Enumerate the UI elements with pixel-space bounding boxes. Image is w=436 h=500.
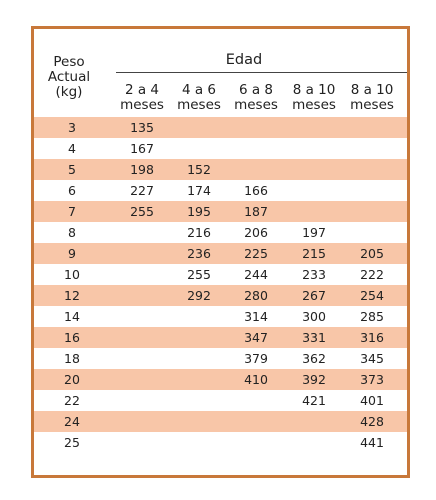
value-cell: 254 — [360, 288, 384, 303]
value-cell — [171, 138, 227, 159]
peso-header-line: Peso — [53, 54, 85, 70]
age-unit: meses — [120, 97, 164, 113]
value-cell: 347 — [244, 330, 268, 345]
weight-cell: 12 — [64, 288, 80, 303]
value-cell: 285 — [360, 309, 384, 324]
value-cell — [286, 180, 342, 201]
table-row — [34, 264, 407, 285]
value-cell: 135 — [130, 120, 154, 135]
table-row — [34, 201, 407, 222]
value-cell: 222 — [360, 267, 384, 282]
value-cell: 206 — [244, 225, 268, 240]
value-cell: 205 — [360, 246, 384, 261]
value-cell: 215 — [302, 246, 326, 261]
value-cell — [228, 432, 284, 453]
value-cell: 152 — [187, 162, 211, 177]
value-cell — [286, 432, 342, 453]
value-cell: 227 — [130, 183, 154, 198]
feeding-table — [31, 26, 410, 478]
value-cell: 421 — [302, 393, 326, 408]
table-row — [34, 411, 407, 432]
age-unit: meses — [234, 97, 278, 113]
value-cell: 216 — [187, 225, 211, 240]
table-row — [34, 306, 407, 327]
value-cell: 428 — [360, 414, 384, 429]
value-cell — [344, 222, 400, 243]
weight-cell: 9 — [68, 246, 76, 261]
value-cell — [286, 117, 342, 138]
edad-divider — [116, 72, 407, 73]
value-cell — [344, 180, 400, 201]
value-cell: 167 — [130, 141, 154, 156]
age-column-header — [228, 83, 284, 113]
age-range: 4 a 6 — [181, 82, 217, 98]
age-range: 6 a 8 — [238, 82, 274, 98]
value-cell — [171, 348, 227, 369]
value-cell: 195 — [187, 204, 211, 219]
table-row — [34, 285, 407, 306]
value-cell: 255 — [187, 267, 211, 282]
table-row — [34, 369, 407, 390]
table-row — [34, 432, 407, 453]
value-cell: 392 — [302, 372, 326, 387]
table-row — [34, 348, 407, 369]
value-cell — [114, 285, 170, 306]
value-cell — [114, 243, 170, 264]
edad-header: Edad — [225, 52, 263, 68]
table-row — [34, 222, 407, 243]
weight-cell: 22 — [64, 393, 80, 408]
weight-cell: 25 — [64, 435, 80, 450]
value-cell — [228, 117, 284, 138]
weight-cell: 6 — [68, 183, 76, 198]
weight-cell: 8 — [68, 225, 76, 240]
value-cell: 362 — [302, 351, 326, 366]
value-cell: 233 — [302, 267, 326, 282]
table-row — [34, 180, 407, 201]
value-cell: 300 — [302, 309, 326, 324]
weight-cell: 24 — [64, 414, 80, 429]
table-row — [34, 390, 407, 411]
value-cell: 316 — [360, 330, 384, 345]
value-cell — [171, 306, 227, 327]
value-cell — [114, 390, 170, 411]
value-cell: 292 — [187, 288, 211, 303]
value-cell: 410 — [244, 372, 268, 387]
value-cell — [114, 432, 170, 453]
value-cell: 345 — [360, 351, 384, 366]
value-cell — [344, 138, 400, 159]
value-cell: 244 — [244, 267, 268, 282]
value-cell: 441 — [360, 435, 384, 450]
value-cell: 197 — [302, 225, 326, 240]
weight-cell: 10 — [64, 267, 80, 282]
peso-header-line: (kg) — [55, 84, 83, 100]
table-row — [34, 327, 407, 348]
value-cell — [171, 390, 227, 411]
value-cell: 174 — [187, 183, 211, 198]
value-cell — [286, 411, 342, 432]
value-cell — [228, 390, 284, 411]
age-range: 8 a 10 — [292, 82, 336, 98]
value-cell — [114, 348, 170, 369]
peso-header — [44, 55, 94, 100]
value-cell — [344, 201, 400, 222]
value-cell — [114, 411, 170, 432]
age-column-header — [286, 83, 342, 113]
value-cell: 236 — [187, 246, 211, 261]
value-cell: 401 — [360, 393, 384, 408]
age-column-header — [114, 83, 170, 113]
value-cell — [114, 369, 170, 390]
age-unit: meses — [350, 97, 394, 113]
weight-cell: 16 — [64, 330, 80, 345]
weight-cell: 14 — [64, 309, 80, 324]
value-cell — [344, 159, 400, 180]
weight-cell: 5 — [68, 162, 76, 177]
value-cell — [114, 306, 170, 327]
weight-cell: 18 — [64, 351, 80, 366]
value-cell — [286, 159, 342, 180]
value-cell: 166 — [244, 183, 268, 198]
value-cell — [286, 138, 342, 159]
weight-cell: 3 — [68, 120, 76, 135]
value-cell — [114, 222, 170, 243]
value-cell — [228, 411, 284, 432]
value-cell — [228, 138, 284, 159]
peso-header-line: Actual — [47, 69, 91, 85]
weight-cell: 7 — [68, 204, 76, 219]
table-row — [34, 117, 407, 138]
table-row — [34, 138, 407, 159]
age-column-header — [344, 83, 400, 113]
value-cell: 187 — [244, 204, 268, 219]
value-cell — [171, 369, 227, 390]
age-column-header — [171, 83, 227, 113]
value-cell: 225 — [244, 246, 268, 261]
weight-cell: 20 — [64, 372, 80, 387]
age-unit: meses — [177, 97, 221, 113]
value-cell: 314 — [244, 309, 268, 324]
value-cell — [228, 159, 284, 180]
value-cell: 373 — [360, 372, 384, 387]
value-cell — [286, 201, 342, 222]
value-cell: 255 — [130, 204, 154, 219]
age-range: 2 a 4 — [124, 82, 160, 98]
value-cell: 267 — [302, 288, 326, 303]
value-cell — [344, 117, 400, 138]
weight-cell: 4 — [68, 141, 76, 156]
value-cell — [114, 327, 170, 348]
value-cell — [171, 411, 227, 432]
age-range: 8 a 10 — [350, 82, 394, 98]
value-cell — [171, 327, 227, 348]
value-cell: 280 — [244, 288, 268, 303]
table-row — [34, 243, 407, 264]
value-cell — [114, 264, 170, 285]
value-cell — [171, 117, 227, 138]
value-cell — [171, 432, 227, 453]
table-body — [34, 117, 407, 453]
value-cell: 379 — [244, 351, 268, 366]
value-cell: 198 — [130, 162, 154, 177]
age-unit: meses — [292, 97, 336, 113]
table-row — [34, 159, 407, 180]
value-cell: 331 — [302, 330, 326, 345]
